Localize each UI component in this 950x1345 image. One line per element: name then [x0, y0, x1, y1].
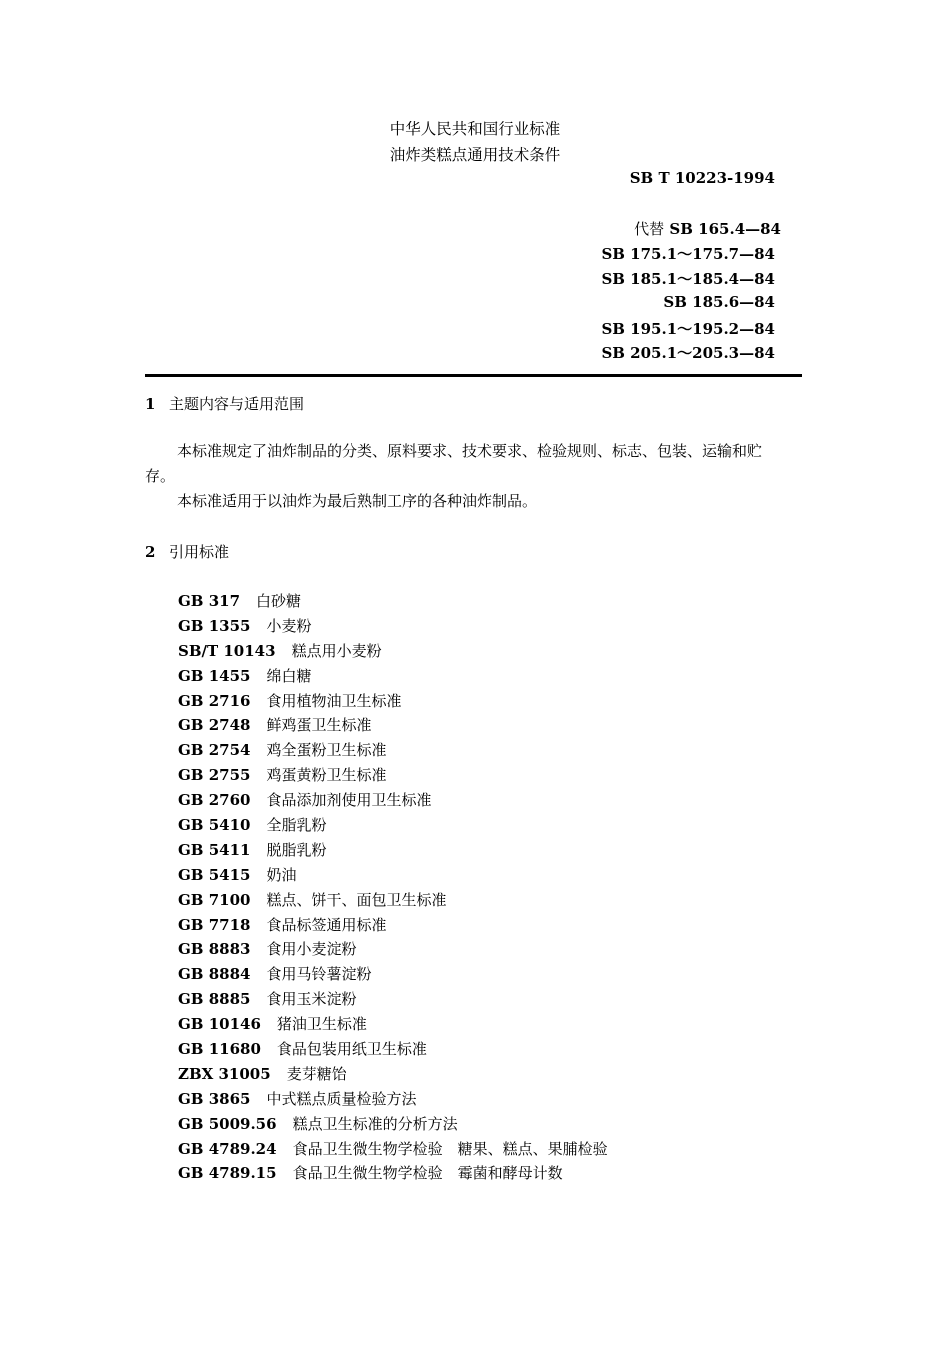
reference-item	[178, 962, 608, 987]
reference-name: 鲜鸡蛋卫生标准	[266, 716, 372, 735]
reference-item	[178, 1012, 608, 1037]
reference-item	[178, 838, 608, 863]
reference-name: 小麦粉	[266, 616, 312, 635]
reference-item	[178, 689, 608, 714]
replaces-line-1	[634, 218, 781, 239]
reference-item	[178, 1087, 608, 1112]
reference-name: 糕点卫生标准的分析方法	[292, 1114, 458, 1133]
reference-name: 食品卫生微生物学检验 糖果、糕点、果脯检验	[292, 1139, 608, 1158]
reference-name: 食用小麦淀粉	[266, 940, 357, 959]
reference-item	[178, 1037, 608, 1062]
reference-item	[178, 913, 608, 938]
reference-code: GB 1455	[178, 666, 251, 685]
reference-name: 白砂糖	[256, 592, 302, 610]
reference-item	[178, 614, 608, 639]
reference-code: GB 5009.56	[178, 1114, 277, 1133]
reference-name: 糕点用小麦粉	[291, 641, 382, 660]
reference-name: 麦芽糖饴	[286, 1064, 347, 1083]
reference-code: GB 2716	[178, 691, 251, 710]
reference-name: 脱脂乳粉	[266, 840, 327, 859]
reference-code: GB 7718	[178, 915, 251, 934]
replaces-line-5: SB 195.1～195.2—84	[601, 320, 775, 338]
reference-code: GB 5411	[178, 840, 251, 859]
replaces-line-3: SB 185.1～185.4—84	[601, 270, 775, 288]
reference-code: GB 10146	[178, 1015, 261, 1034]
reference-item	[178, 664, 608, 689]
reference-name: 中式糕点质量检验方法	[266, 1089, 417, 1108]
section-2-number: 2	[145, 543, 156, 561]
reference-item	[178, 813, 608, 838]
reference-item	[178, 788, 608, 813]
section-1-number: 1	[145, 395, 156, 413]
reference-code: GB 2748	[178, 716, 251, 735]
reference-item	[178, 888, 608, 913]
reference-item	[178, 713, 608, 738]
reference-item	[178, 1137, 608, 1162]
section-1-title: 主题内容与适用范围	[169, 395, 305, 413]
reference-name: 食品卫生微生物学检验 霉菌和酵母计数	[292, 1164, 563, 1183]
replaces-line-2: SB 175.1～175.7—84	[601, 245, 775, 263]
replaces-line-4: SB 185.6—84	[663, 293, 775, 311]
reference-code: GB 4789.24	[178, 1139, 277, 1158]
reference-name: 食用植物油卫生标准	[266, 691, 402, 710]
reference-item	[178, 738, 608, 763]
reference-code: GB 8884	[178, 965, 251, 984]
reference-item	[178, 1161, 608, 1186]
reference-name: 全脂乳粉	[266, 816, 327, 835]
reference-code: GB 4789.15	[178, 1164, 277, 1183]
reference-name: 绵白糖	[266, 666, 312, 685]
reference-name: 鸡全蛋粉卫生标准	[266, 741, 387, 760]
reference-name: 食用玉米淀粉	[266, 990, 357, 1009]
reference-item	[178, 1112, 608, 1137]
reference-name: 食品包装用纸卫生标准	[276, 1040, 427, 1059]
reference-item	[178, 863, 608, 888]
reference-name: 食品标签通用标准	[266, 915, 387, 934]
reference-name: 糕点、饼干、面包卫生标准	[266, 890, 447, 909]
reference-list	[178, 589, 608, 1186]
replaces-code: SB 165.4—84	[669, 220, 781, 238]
reference-item	[178, 987, 608, 1012]
title-line-1: 中华人民共和国行业标准	[389, 120, 561, 138]
reference-code: GB 3865	[178, 1089, 251, 1108]
section-1-paragraph-2: 本标准适用于以油炸为最后熟制工序的各种油炸制品。	[177, 492, 538, 510]
reference-code: GB 2755	[178, 766, 251, 785]
reference-code: GB 8885	[178, 990, 251, 1009]
reference-name: 鸡蛋黄粉卫生标准	[266, 766, 387, 785]
reference-item	[178, 1062, 608, 1087]
reference-name: 奶油	[266, 865, 297, 884]
reference-code: ZBX 31005	[178, 1064, 271, 1083]
reference-code: GB 2760	[178, 791, 251, 810]
reference-item	[178, 639, 608, 664]
reference-code: GB 5415	[178, 865, 251, 884]
title-line-2: 油炸类糕点通用技术条件	[389, 146, 561, 164]
standard-number: SB T 10223-1994	[629, 169, 775, 187]
replaces-label: 代替	[634, 220, 665, 238]
reference-code: GB 5410	[178, 816, 251, 835]
section-1-paragraph-1: 本标准规定了油炸制品的分类、原料要求、技术要求、检验规则、标志、包装、运输和贮存。	[145, 442, 763, 485]
section-1-heading	[145, 393, 304, 414]
reference-code: GB 7100	[178, 890, 251, 909]
reference-item	[178, 937, 608, 962]
reference-item	[178, 763, 608, 788]
reference-name: 食品添加剂使用卫生标准	[266, 791, 432, 810]
reference-code: GB 11680	[178, 1040, 261, 1059]
section-2-title: 引用标准	[169, 543, 230, 561]
replaces-line-6: SB 205.1～205.3—84	[601, 344, 775, 362]
reference-code: GB 8883	[178, 940, 251, 959]
reference-code: GB 317	[178, 592, 241, 610]
reference-name: 猪油卫生标准	[276, 1015, 367, 1034]
reference-name: 食用马铃薯淀粉	[266, 965, 372, 984]
header-divider	[145, 374, 802, 377]
section-2-heading	[145, 541, 229, 562]
reference-code: GB 2754	[178, 741, 251, 760]
reference-code: GB 1355	[178, 616, 251, 635]
reference-code: SB/T 10143	[178, 641, 276, 660]
reference-item	[178, 589, 608, 614]
